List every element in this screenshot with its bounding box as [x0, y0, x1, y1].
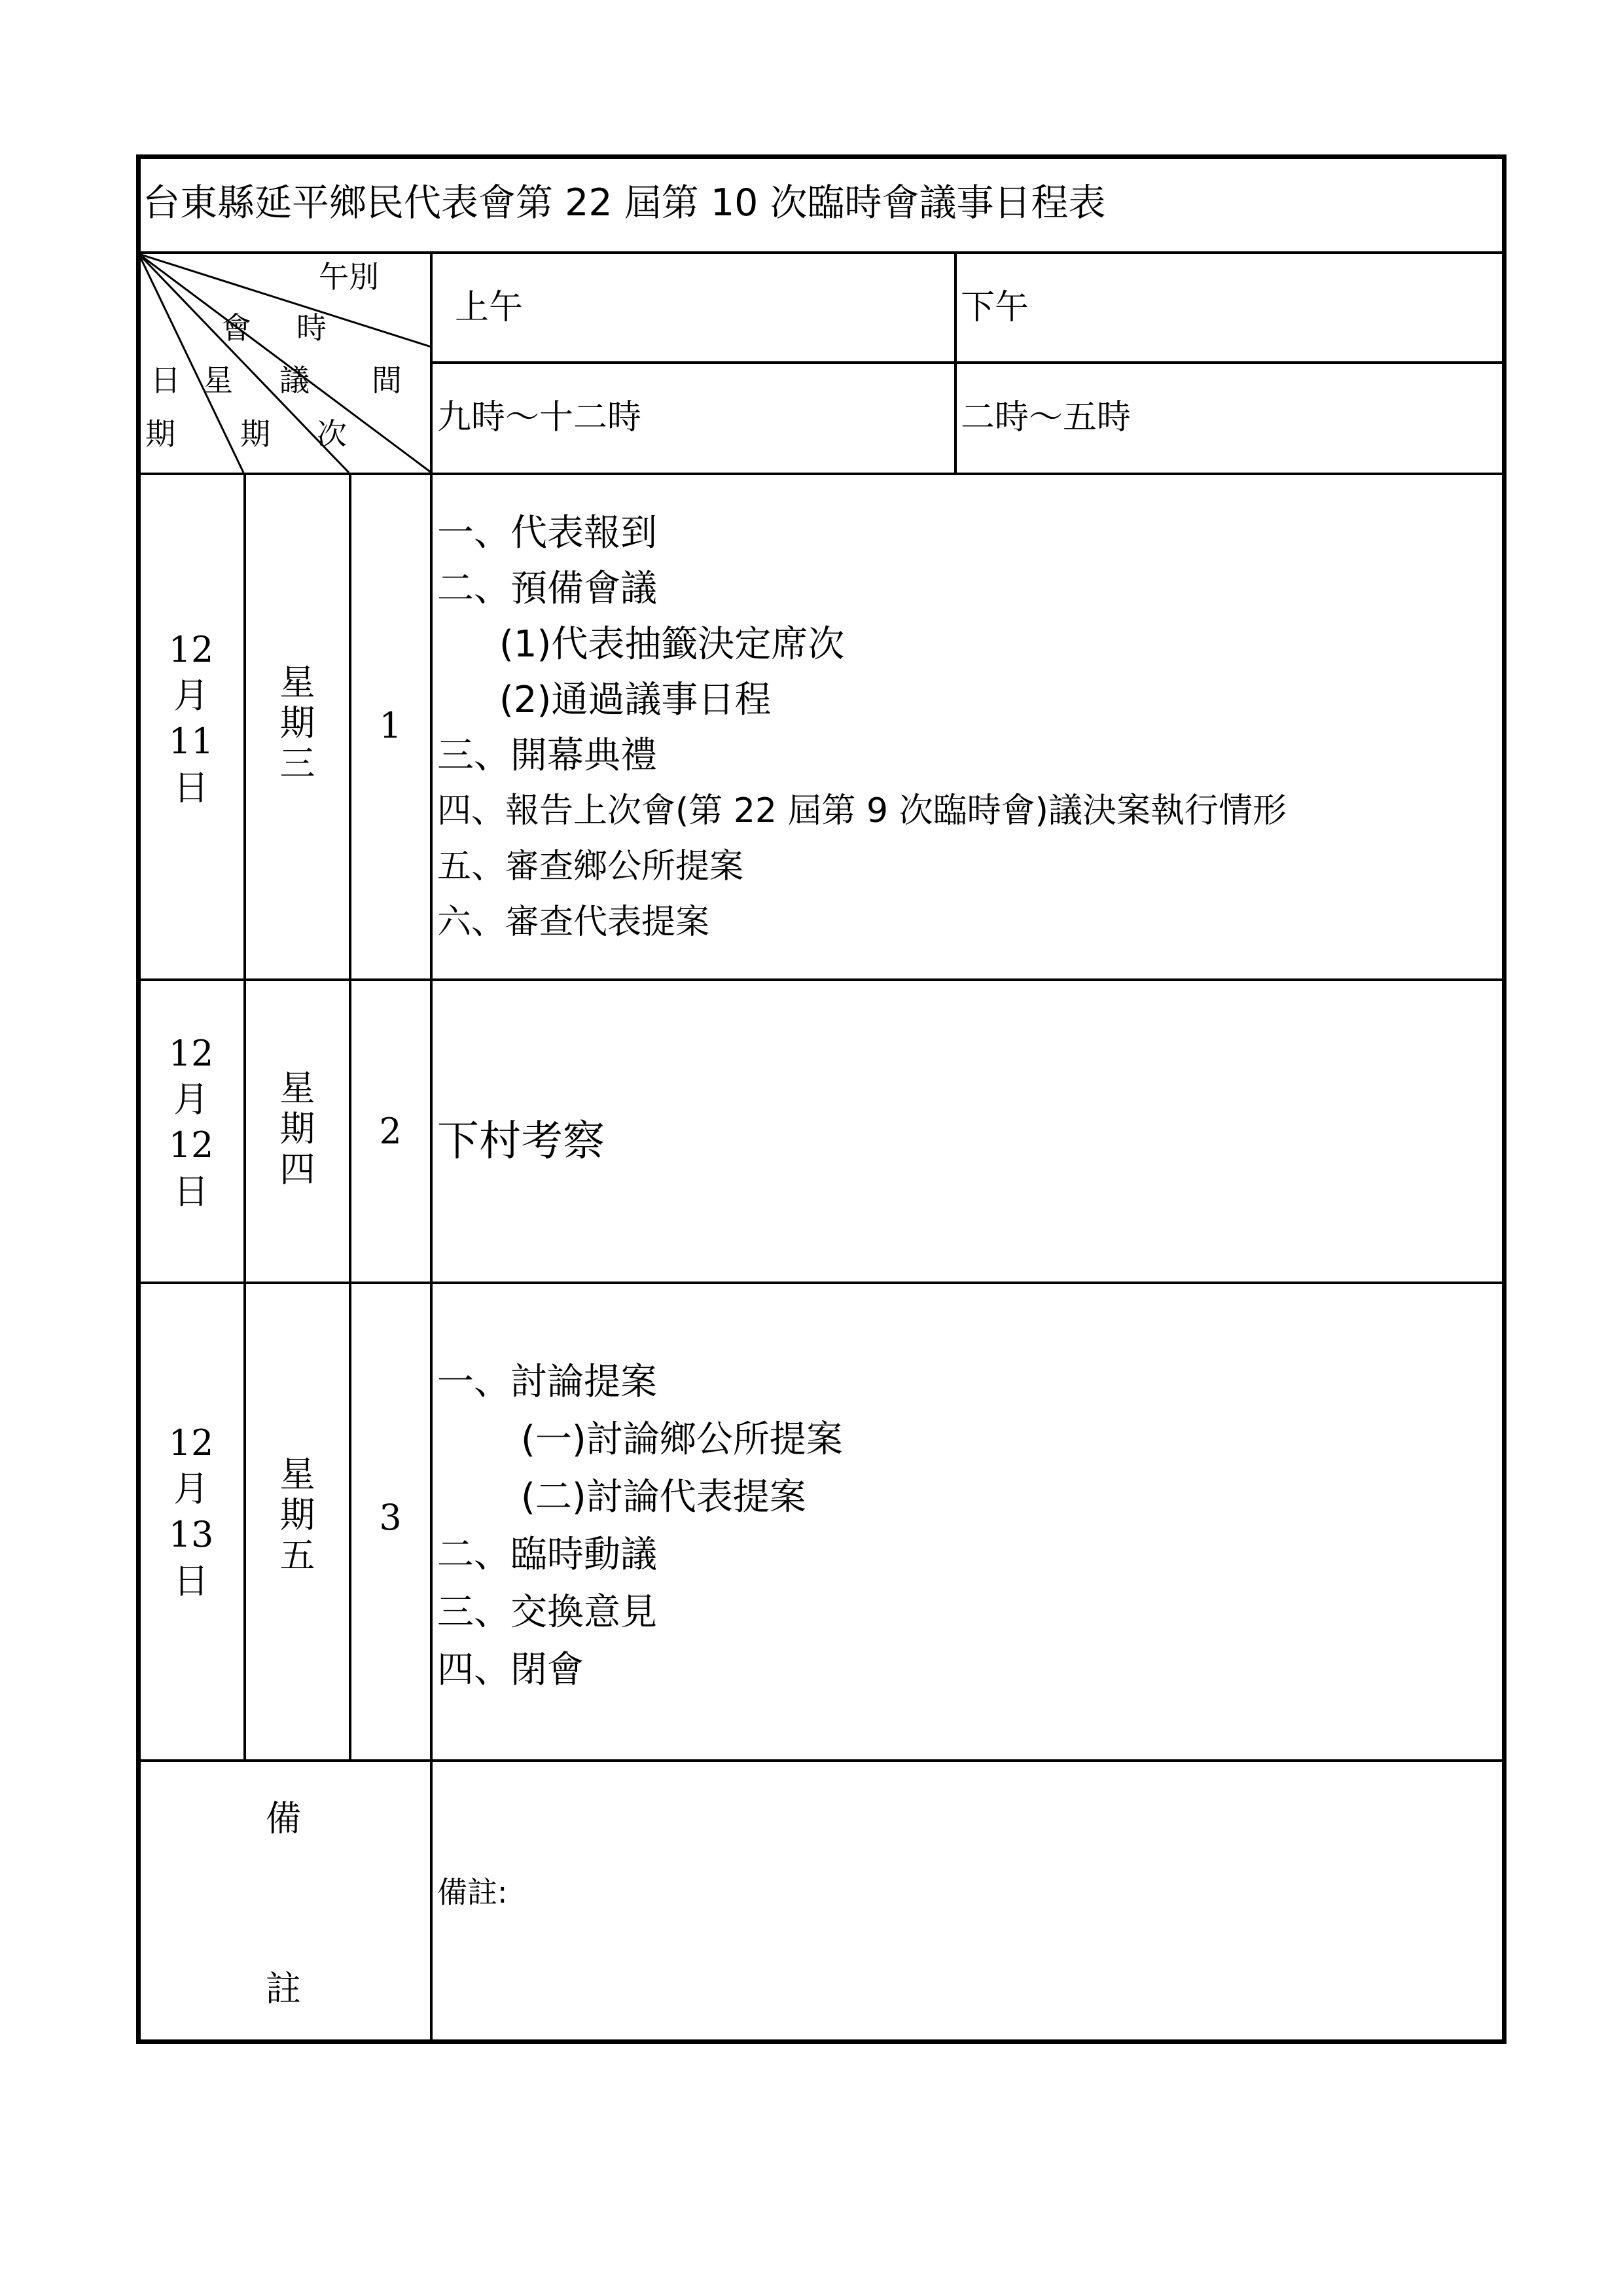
page-title: 台東縣延平鄉民代表會第 22 屆第 10 次臨時會議事日程表: [143, 181, 1106, 224]
header-label-session-1: 議: [279, 363, 310, 398]
list-item: 二、預備會議: [437, 567, 657, 610]
header-label-meeting-2: 時: [296, 310, 327, 346]
day1-weekday: 星 期 三: [279, 662, 315, 785]
header-morning-time: 九時～十二時: [437, 398, 642, 437]
list-item: 六、審查代表提案: [437, 903, 710, 942]
day2-weekday: 星 期 四: [279, 1067, 315, 1191]
header-afternoon: 下午: [961, 288, 1029, 327]
day3-session: 3: [379, 1497, 402, 1538]
list-item: 三、開幕典禮: [437, 734, 657, 777]
list-item: (1)代表抽籤決定席次: [499, 623, 845, 666]
header-label-date-1: 日: [151, 363, 181, 398]
day3-weekday: 星 期 五: [279, 1454, 315, 1577]
day3-agenda: [437, 1354, 843, 1699]
list-item: (一)討論鄉公所提案: [521, 1418, 843, 1461]
list-item: 四、報告上次會(第 22 屆第 9 次臨時會)議決案執行情形: [437, 791, 1287, 831]
list-item: 二、臨時動議: [437, 1534, 657, 1576]
remarks-label-bottom: 註: [266, 1968, 301, 2009]
header-morning: 上午: [455, 288, 524, 327]
day1-session: 1: [379, 705, 402, 746]
list-item: 一、代表報到: [437, 512, 657, 554]
list-item: 下村考察: [437, 1117, 605, 1166]
day1-date: 12 月 11 日: [168, 629, 214, 808]
remarks-content: 備註:: [437, 1874, 508, 1910]
header-label-weekday-1: 星: [203, 363, 233, 398]
header-afternoon-time: 二時～五時: [961, 398, 1132, 437]
list-item: 四、閉會: [437, 1649, 584, 1691]
day2-date: 12 月 12 日: [168, 1033, 214, 1212]
list-item: 一、討論提案: [437, 1361, 657, 1403]
day2-agenda: [437, 1107, 605, 1168]
day3-date: 12 月 13 日: [168, 1422, 214, 1602]
header-label-date-2: 期: [145, 416, 175, 452]
header-label-time-char: 間: [372, 363, 402, 398]
header-label-weekday-2: 期: [240, 416, 270, 452]
remarks-label-top: 備: [266, 1798, 301, 1839]
header-label-meeting-1: 會: [221, 310, 251, 346]
list-item: 三、交換意見: [437, 1591, 657, 1634]
list-item: 五、審查鄉公所提案: [437, 847, 744, 886]
header-label-session-type: 午別: [319, 259, 379, 295]
day1-agenda: [437, 505, 1287, 950]
day2-session: 2: [379, 1111, 402, 1152]
list-item: (二)討論代表提案: [521, 1476, 806, 1518]
list-item: (2)通過議事日程: [499, 679, 772, 721]
header-label-session-2: 次: [317, 416, 347, 452]
